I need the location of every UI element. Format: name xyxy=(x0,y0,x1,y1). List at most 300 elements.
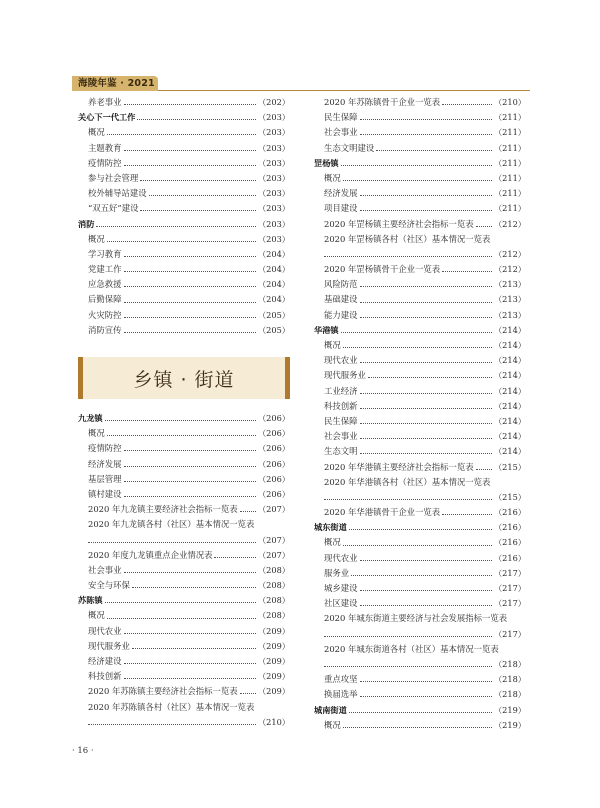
toc-entry-page: （208） xyxy=(257,595,290,606)
toc-entry-title: 参与社会管理 xyxy=(88,172,139,183)
toc-entry[interactable] xyxy=(314,141,526,156)
toc-entry-title: 2020 年苏陈镇主要经济社会指标一览表 xyxy=(88,686,238,697)
toc-entry[interactable] xyxy=(314,399,526,414)
toc-entry-page: （206） xyxy=(257,443,290,454)
toc-entry[interactable] xyxy=(314,414,526,429)
toc-entry[interactable] xyxy=(314,475,526,490)
toc-entry[interactable] xyxy=(314,338,526,353)
toc-dot-leader xyxy=(149,195,256,196)
toc-dot-leader xyxy=(343,545,492,546)
toc-dot-leader xyxy=(343,727,492,728)
toc-entry[interactable] xyxy=(314,627,526,642)
toc-entry-title: 经济发展 xyxy=(88,458,122,469)
toc-dot-leader xyxy=(349,712,492,713)
toc-entry[interactable] xyxy=(314,444,526,459)
toc-entry-title: 校外辅导站建设 xyxy=(88,188,147,199)
toc-entry-page: （209） xyxy=(257,671,290,682)
toc-entry-title: 生态文明建设 xyxy=(324,142,375,153)
toc-dot-leader xyxy=(124,496,256,497)
toc-entry[interactable] xyxy=(78,548,290,563)
toc-dot-leader xyxy=(349,529,492,530)
toc-entry-page: （217） xyxy=(493,598,526,609)
toc-dot-leader xyxy=(324,499,492,500)
toc-entry-page: （204） xyxy=(257,279,290,290)
toc-entry-title: 社会事业 xyxy=(324,431,358,442)
toc-entry-title: 概况 xyxy=(88,610,105,621)
toc-entry-title: 城南街道 xyxy=(314,704,347,715)
toc-dot-leader xyxy=(360,423,492,424)
toc-entry-title: 2020 年华港镇各村（社区）基本情况一览表 xyxy=(324,476,491,487)
toc-dot-leader xyxy=(376,150,492,151)
toc-entry[interactable] xyxy=(314,308,526,323)
toc-section-entry[interactable] xyxy=(78,411,290,426)
toc-entry-page: （216） xyxy=(493,537,526,548)
toc-entry-page: （213） xyxy=(493,294,526,305)
toc-dot-leader xyxy=(240,693,256,694)
toc-entry-title: 2020 年九龙镇各村（社区）基本情况一览表 xyxy=(88,519,255,530)
toc-entry-title: 换届选举 xyxy=(324,689,358,700)
toc-entry-title: 风险防范 xyxy=(324,279,358,290)
toc-entry-page: （215） xyxy=(493,461,526,472)
toc-entry-title: 消防 xyxy=(78,218,95,229)
toc-dot-leader xyxy=(476,469,492,470)
toc-entry[interactable] xyxy=(78,472,290,487)
toc-entry-title: 华港镇 xyxy=(314,324,339,335)
toc-dot-leader xyxy=(360,408,492,409)
toc-entry[interactable] xyxy=(314,657,526,672)
toc-entry-title: 经济发展 xyxy=(324,188,358,199)
toc-dot-leader xyxy=(360,605,492,606)
toc-entry[interactable] xyxy=(314,384,526,399)
toc-entry[interactable] xyxy=(314,642,526,657)
toc-entry-title: 现代服务业 xyxy=(324,370,366,381)
section-banner-title: 乡镇 · 街道 xyxy=(133,368,235,391)
toc-entry-page: （205） xyxy=(257,324,290,335)
toc-entry[interactable] xyxy=(314,292,526,307)
toc-entry-title: 罡杨镇 xyxy=(314,157,339,168)
toc-dot-leader xyxy=(442,514,492,515)
toc-entry-title: 现代服务业 xyxy=(88,640,130,651)
toc-dot-leader xyxy=(324,256,492,257)
toc-entry[interactable] xyxy=(78,95,290,110)
toc-entry-page: （207） xyxy=(257,549,290,560)
toc-entry-page: （214） xyxy=(493,446,526,457)
toc-entry[interactable] xyxy=(314,460,526,475)
toc-entry[interactable] xyxy=(78,426,290,441)
toc-entry-title: 九龙镇 xyxy=(78,413,103,423)
toc-entry[interactable] xyxy=(78,292,290,307)
toc-entry-title: 镇村建设 xyxy=(88,488,122,499)
toc-entry-title: 党建工作 xyxy=(88,264,122,275)
toc-entry-page: （203） xyxy=(257,188,290,199)
toc-entry-title: 社区建设 xyxy=(324,598,358,609)
toc-entry-page: （203） xyxy=(257,112,290,123)
toc-dot-leader xyxy=(368,377,492,378)
toc-entry-page: （215） xyxy=(493,491,526,502)
toc-entry-title: 主题教育 xyxy=(88,142,122,153)
toc-entry[interactable] xyxy=(78,608,290,623)
toc-entry-title: 社会事业 xyxy=(324,127,358,138)
toc-entry-page: （219） xyxy=(493,704,526,715)
toc-entry-title: 现代农业 xyxy=(324,552,358,563)
toc-entry-title: 科技创新 xyxy=(88,671,122,682)
toc-dot-leader xyxy=(360,362,492,363)
toc-dot-leader xyxy=(124,104,256,105)
toc-entry[interactable] xyxy=(314,95,526,110)
toc-entry-title: 能力建设 xyxy=(324,309,358,320)
toc-dot-leader xyxy=(360,119,492,120)
toc-entry-page: （212） xyxy=(493,264,526,275)
toc-entry-page: （208） xyxy=(257,564,290,575)
toc-entry-title: 2020 年城东街道各村（社区）基本情况一览表 xyxy=(324,643,499,654)
toc-dot-leader xyxy=(105,420,256,421)
toc-entry[interactable] xyxy=(78,669,290,684)
toc-entry[interactable] xyxy=(78,247,290,262)
toc-section-entry[interactable] xyxy=(78,593,290,608)
toc-entry-page: （209） xyxy=(257,686,290,697)
toc-entry[interactable] xyxy=(314,110,526,125)
toc-entry-page: （213） xyxy=(493,309,526,320)
toc-entry-page: （207） xyxy=(257,534,290,545)
toc-section-entry[interactable] xyxy=(78,110,290,125)
toc-entry[interactable] xyxy=(314,201,526,216)
toc-entry-title: 养老事业 xyxy=(88,97,122,107)
toc-entry-page: （218） xyxy=(493,689,526,700)
toc-dot-leader xyxy=(124,481,256,482)
toc-dot-leader xyxy=(132,648,256,649)
toc-dot-leader xyxy=(88,724,256,725)
toc-dot-leader xyxy=(360,453,492,454)
toc-section-entry[interactable] xyxy=(314,156,526,171)
toc-entry[interactable] xyxy=(78,262,290,277)
toc-entry-page: （206） xyxy=(257,413,290,423)
toc-entry-title: 2020 年苏陈镇骨干企业一览表 xyxy=(324,97,441,107)
toc-entry-page: （208） xyxy=(257,580,290,591)
toc-entry-page: （214） xyxy=(493,385,526,396)
toc-dot-leader xyxy=(360,590,492,591)
toc-entry-title: 民生保障 xyxy=(324,415,358,426)
toc-dot-leader xyxy=(107,134,256,135)
toc-entry[interactable] xyxy=(314,277,526,292)
toc-entry[interactable] xyxy=(314,566,526,581)
toc-entry[interactable] xyxy=(78,171,290,186)
toc-entry-page: （202） xyxy=(257,97,290,107)
toc-dot-leader xyxy=(351,575,492,576)
toc-entry[interactable] xyxy=(314,247,526,262)
toc-dot-leader xyxy=(360,134,492,135)
toc-dot-leader xyxy=(442,271,492,272)
toc-dot-leader xyxy=(124,150,256,151)
toc-dot-leader xyxy=(360,317,492,318)
toc-dot-leader xyxy=(343,180,492,181)
toc-dot-leader xyxy=(96,226,256,227)
toc-entry[interactable] xyxy=(78,700,290,715)
toc-entry-title: 城乡建设 xyxy=(324,583,358,593)
toc-entry-page: （206） xyxy=(257,458,290,469)
section-banner xyxy=(78,357,290,399)
toc-entry-title: 概况 xyxy=(88,428,105,439)
toc-entry-title: 2020 年九龙镇主要经济社会指标一览表 xyxy=(88,504,238,515)
toc-entry[interactable] xyxy=(78,684,290,699)
toc-entry-page: （203） xyxy=(257,157,290,168)
toc-entry-page: （209） xyxy=(257,625,290,636)
toc-entry[interactable] xyxy=(314,611,526,626)
toc-entry-title: 服务业 xyxy=(324,567,350,578)
toc-entry-page: （218） xyxy=(493,674,526,685)
toc-dot-leader xyxy=(107,618,256,619)
toc-entry-page: （217） xyxy=(493,628,526,639)
toc-dot-leader xyxy=(360,681,492,682)
toc-entry-page: （205） xyxy=(257,309,290,320)
toc-entry-title: 消防宣传 xyxy=(88,324,122,335)
toc-entry-page: （211） xyxy=(493,203,526,214)
toc-entry[interactable] xyxy=(314,596,526,611)
toc-entry-page: （210） xyxy=(493,97,526,107)
toc-entry-page: （203） xyxy=(257,203,290,214)
toc-dot-leader xyxy=(124,663,256,664)
toc-entry-page: （211） xyxy=(493,157,526,168)
toc-entry[interactable] xyxy=(314,232,526,247)
toc-entry[interactable] xyxy=(314,368,526,383)
toc-dot-leader xyxy=(124,678,256,679)
toc-entry-page: （214） xyxy=(493,431,526,442)
toc-entry-title: 基础建设 xyxy=(324,294,358,305)
toc-entry-page: （203） xyxy=(257,218,290,229)
toc-entry-title: 重点攻坚 xyxy=(324,674,358,685)
toc-dot-leader xyxy=(343,347,492,348)
toc-entry[interactable] xyxy=(314,535,526,550)
toc-dot-leader xyxy=(107,435,256,436)
toc-entry[interactable] xyxy=(78,654,290,669)
toc-dot-leader xyxy=(124,332,256,333)
toc-entry-title: 2020 年华港镇骨干企业一览表 xyxy=(324,507,441,518)
toc-dot-leader xyxy=(124,271,256,272)
toc-column-left-top xyxy=(78,95,290,338)
toc-entry-page: （217） xyxy=(493,567,526,578)
toc-entry[interactable] xyxy=(314,718,526,733)
toc-entry[interactable] xyxy=(314,429,526,444)
toc-entry[interactable] xyxy=(78,502,290,517)
toc-entry[interactable] xyxy=(314,171,526,186)
toc-entry[interactable] xyxy=(314,505,526,520)
toc-entry[interactable] xyxy=(314,672,526,687)
toc-entry-page: （210） xyxy=(257,716,290,727)
toc-entry-page: （206） xyxy=(257,488,290,499)
page-number: · 16 · xyxy=(72,746,94,756)
toc-dot-leader xyxy=(442,104,492,105)
toc-entry[interactable] xyxy=(78,533,290,548)
toc-entry-page: （214） xyxy=(493,340,526,350)
toc-dot-leader xyxy=(124,256,256,257)
toc-dot-leader xyxy=(124,450,256,451)
toc-entry-page: （216） xyxy=(493,552,526,563)
toc-entry[interactable] xyxy=(78,715,290,730)
toc-dot-leader xyxy=(124,302,256,303)
toc-entry-title: 现代农业 xyxy=(88,625,122,636)
toc-entry[interactable] xyxy=(78,563,290,578)
toc-entry[interactable] xyxy=(314,125,526,140)
toc-section-entry[interactable] xyxy=(314,520,526,535)
toc-entry[interactable] xyxy=(78,141,290,156)
toc-entry[interactable] xyxy=(78,308,290,323)
toc-entry-page: （217） xyxy=(493,583,526,593)
toc-entry-page: （211） xyxy=(493,188,526,199)
toc-entry-page: （211） xyxy=(493,112,526,123)
toc-entry-page: （203） xyxy=(257,142,290,153)
toc-entry-page: （209） xyxy=(257,640,290,651)
toc-dot-leader xyxy=(124,633,256,634)
toc-dot-leader xyxy=(360,438,492,439)
toc-dot-leader xyxy=(360,696,492,697)
toc-dot-leader xyxy=(132,587,256,588)
toc-entry-page: （212） xyxy=(493,248,526,259)
toc-entry-page: （214） xyxy=(493,324,526,335)
toc-entry-title: 疫情防控 xyxy=(88,157,122,168)
toc-entry[interactable] xyxy=(78,441,290,456)
toc-entry[interactable] xyxy=(78,323,290,338)
toc-entry-page: （212） xyxy=(493,218,526,229)
toc-entry-page: （203） xyxy=(257,172,290,183)
toc-dot-leader xyxy=(140,180,256,181)
toc-entry[interactable] xyxy=(78,487,290,502)
toc-entry-title: 2020 年罡杨镇主要经济社会指标一览表 xyxy=(324,218,474,229)
toc-dot-leader xyxy=(341,332,492,333)
toc-dot-leader xyxy=(360,210,492,211)
toc-entry-title: 概况 xyxy=(324,719,341,730)
toc-entry[interactable] xyxy=(78,277,290,292)
toc-entry-title: 概况 xyxy=(324,172,341,183)
toc-entry-page: （216） xyxy=(493,522,526,533)
toc-entry-title: 应急救援 xyxy=(88,279,122,290)
toc-entry-page: （216） xyxy=(493,507,526,518)
toc-section-entry[interactable] xyxy=(78,217,290,232)
toc-dot-leader xyxy=(360,302,492,303)
toc-entry[interactable] xyxy=(78,578,290,593)
toc-entry-page: （203） xyxy=(257,233,290,244)
toc-entry-title: 关心下一代工作 xyxy=(78,112,136,123)
toc-dot-leader xyxy=(124,286,256,287)
toc-entry-page: （214） xyxy=(493,370,526,381)
toc-entry[interactable] xyxy=(78,156,290,171)
toc-section-entry[interactable] xyxy=(314,703,526,718)
toc-entry[interactable] xyxy=(78,232,290,247)
toc-column-right xyxy=(314,95,526,733)
toc-entry-page: （204） xyxy=(257,294,290,305)
toc-entry-title: 基层管理 xyxy=(88,473,122,484)
toc-entry-title: 工业经济 xyxy=(324,385,358,396)
toc-entry[interactable] xyxy=(78,457,290,472)
toc-dot-leader xyxy=(88,542,256,543)
toc-dot-leader xyxy=(107,241,256,242)
toc-entry-page: （208） xyxy=(257,610,290,621)
running-header: 海陵年鉴 · 2021 xyxy=(72,76,158,91)
toc-dot-leader xyxy=(214,557,256,558)
toc-dot-leader xyxy=(124,165,256,166)
toc-entry-page: （219） xyxy=(493,719,526,730)
toc-dot-leader xyxy=(124,466,256,467)
toc-dot-leader xyxy=(124,572,256,573)
toc-entry-page: （211） xyxy=(493,142,526,153)
toc-entry[interactable] xyxy=(78,639,290,654)
toc-entry[interactable] xyxy=(314,353,526,368)
toc-dot-leader xyxy=(476,226,492,227)
toc-dot-leader xyxy=(105,602,256,603)
toc-entry-title: 2020 年城东街道主要经济与社会发展指标一览表 xyxy=(324,613,508,624)
toc-entry-page: （214） xyxy=(493,400,526,411)
toc-entry[interactable] xyxy=(314,217,526,232)
toc-entry-page: （211） xyxy=(493,127,526,138)
toc-entry-title: 概况 xyxy=(88,233,105,244)
toc-entry-title: 城东街道 xyxy=(314,522,347,533)
toc-entry-title: 苏陈镇 xyxy=(78,595,103,606)
toc-dot-leader xyxy=(240,511,256,512)
toc-entry-title: 疫情防控 xyxy=(88,443,122,454)
toc-entry-title: 2020 年苏陈镇各村（社区）基本情况一览表 xyxy=(88,701,255,712)
toc-entry[interactable] xyxy=(314,186,526,201)
toc-dot-leader xyxy=(324,666,492,667)
toc-entry[interactable] xyxy=(78,186,290,201)
toc-dot-leader xyxy=(360,393,492,394)
toc-entry[interactable] xyxy=(314,687,526,702)
toc-dot-leader xyxy=(137,119,256,120)
toc-entry-page: （214） xyxy=(493,355,526,366)
toc-entry[interactable] xyxy=(78,201,290,216)
toc-entry-title: 概况 xyxy=(324,340,341,350)
toc-entry[interactable] xyxy=(314,581,526,596)
toc-entry[interactable] xyxy=(314,490,526,505)
toc-entry[interactable] xyxy=(314,551,526,566)
toc-dot-leader xyxy=(140,210,256,211)
toc-entry[interactable] xyxy=(78,517,290,532)
toc-entry-page: （213） xyxy=(493,279,526,290)
toc-entry-page: （203） xyxy=(257,127,290,138)
toc-entry-title: 经济建设 xyxy=(88,656,122,666)
toc-entry-title: 学习教育 xyxy=(88,248,122,259)
toc-dot-leader xyxy=(360,195,492,196)
toc-entry-title: 2020 年度九龙镇重点企业情况表 xyxy=(88,549,213,560)
toc-entry-page: （206） xyxy=(257,428,290,439)
toc-entry-title: 项目建设 xyxy=(324,203,358,214)
toc-entry-title: 概况 xyxy=(88,127,105,138)
toc-entry-page: （207） xyxy=(257,504,290,515)
toc-entry-title: 概况 xyxy=(324,537,341,548)
toc-entry[interactable] xyxy=(78,125,290,140)
toc-dot-leader xyxy=(360,560,492,561)
toc-entry-title: 安全与环保 xyxy=(88,580,130,591)
toc-entry-page: （206） xyxy=(257,473,290,484)
toc-entry-page: （211） xyxy=(493,172,526,183)
toc-entry-title: 2020 年罡杨镇各村（社区）基本情况一览表 xyxy=(324,233,491,244)
toc-entry-title: 火灾防控 xyxy=(88,309,122,320)
toc-entry[interactable] xyxy=(314,262,526,277)
toc-entry-page: （218） xyxy=(493,658,526,669)
toc-entry-title: 民生保障 xyxy=(324,112,358,123)
toc-entry-page: （209） xyxy=(257,656,290,666)
toc-entry-title: 2020 年华港镇主要经济社会指标一览表 xyxy=(324,461,474,472)
toc-entry-page: （204） xyxy=(257,248,290,259)
toc-entry-title: 现代农业 xyxy=(324,355,358,366)
toc-dot-leader xyxy=(360,286,492,287)
toc-entry-title: “双五好”建设 xyxy=(88,203,139,214)
toc-section-entry[interactable] xyxy=(314,323,526,338)
toc-entry-title: 后勤保障 xyxy=(88,294,122,305)
toc-entry-page: （214） xyxy=(493,415,526,426)
toc-entry[interactable] xyxy=(78,624,290,639)
toc-dot-leader xyxy=(324,636,492,637)
toc-entry-title: 2020 年罡杨镇骨干企业一览表 xyxy=(324,264,441,275)
toc-dot-leader xyxy=(124,317,256,318)
toc-entry-page: （204） xyxy=(257,264,290,275)
